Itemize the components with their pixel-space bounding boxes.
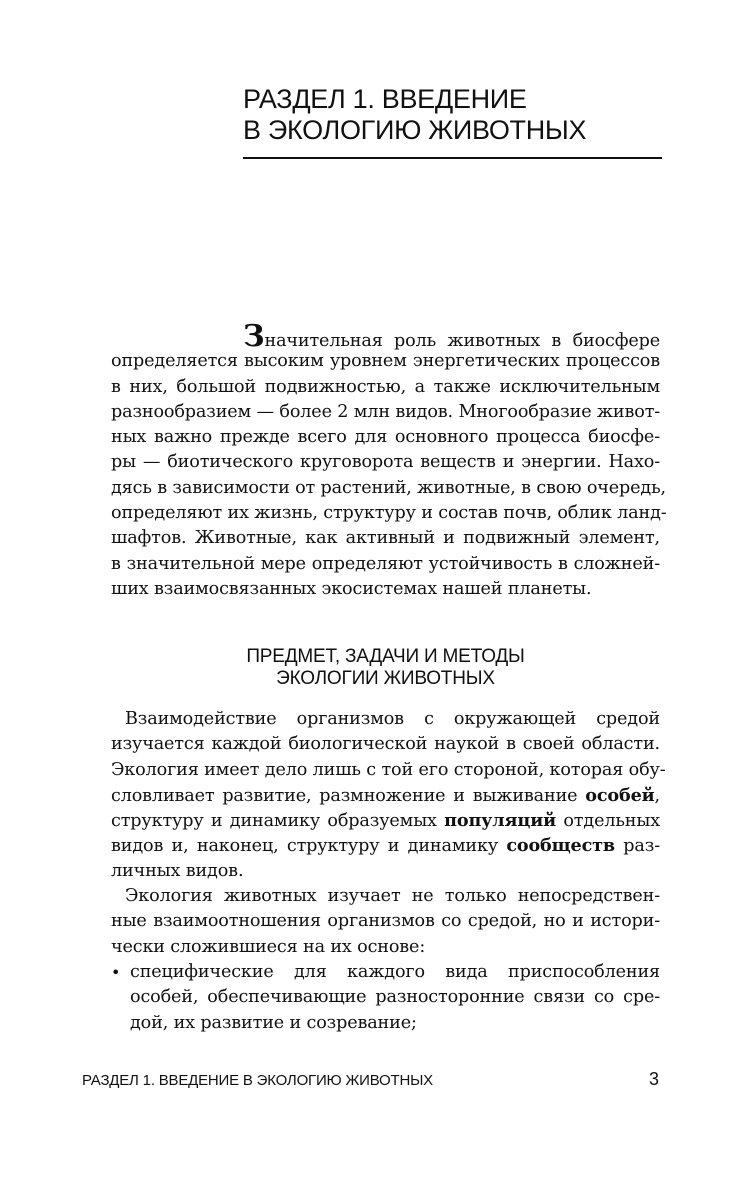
intro-line: шафтов. Животные, как активный и подвижный элемент, [111,528,660,549]
drop-cap: З [243,319,265,354]
intro-line-text: начительная роль животных в биосфере [264,331,660,351]
term-bold: сообществ [506,835,615,857]
term-bold: популяций [444,810,557,832]
intro-line: разнообразием — более 2 млн видов. Многообразие живот- [111,401,661,422]
intro-line: определяют их жизнь, структуру и состав почв, облик ланд- [111,503,667,524]
body-text-span: структуру и динамику образуемых [111,811,445,832]
intro-line: определяется высоким уровнем энергетических процессов [111,351,660,372]
bullet-line: особей, обеспечивающие разносторонние связи со сре- [130,987,660,1008]
body-text-span: раз- [614,836,660,857]
body-line [111,783,660,808]
body-text-span: видов и, наконец, структуру и динамику [111,836,507,857]
page-number: 3 [649,1069,660,1089]
body-line [111,808,660,833]
body-line [111,833,660,858]
bullet-line: дой, их развитие и созревание; [130,1012,417,1033]
intro-line: в них, большой подвижностью, а также исключительным [111,376,660,397]
body-text-span: , [654,785,660,806]
body-text [111,707,666,1036]
intro-line: в значительной мере определяют устойчивость в сложней- [111,553,660,574]
body-line: чески сложившиеся на их основе: [111,936,426,957]
intro-line: ших взаимосвязанных экосистемах нашей планеты. [111,578,592,599]
intro-line: ры — биотического круговорота веществ и энергии. Нахо- [111,452,660,473]
intro-line: дясь в зависимости от растений, животные, в свою очередь, [111,477,666,498]
body-text-span: словливает развитие, размножение и выживание [111,785,586,806]
term-bold: особей [585,784,655,806]
subheading [111,646,660,690]
section-title [243,84,663,146]
bullet-item [111,960,660,1036]
title-rule [243,157,662,159]
body-text-span: отдельных [556,811,660,832]
body-line: Экология животных изучает не только непосредствен- [125,886,660,907]
body-line: личных видов. [111,860,244,881]
running-head: РАЗДЕЛ 1. ВВЕДЕНИЕ В ЭКОЛОГИЮ ЖИВОТНЫХ [82,1072,433,1089]
subheading-line-1: ПРЕДМЕТ, ЗАДАЧИ И МЕТОДЫ [246,646,525,667]
intro-paragraph [111,319,667,602]
body-line: ные взаимоотношения организмов со средой, но и истори- [111,911,660,932]
body-line: Экология имеет дело лишь с той его стороной, которая обу- [111,759,666,780]
bullet-icon: • [111,962,121,982]
section-title-line-2: В ЭКОЛОГИЮ ЖИВОТНЫХ [243,115,587,145]
subheading-line-2: ЭКОЛОГИИ ЖИВОТНЫХ [276,668,495,689]
bullet-line: специфические для каждого вида приспособления [130,961,660,982]
body-line: изучается каждой биологической наукой в своей области. [111,734,660,755]
intro-line: ных важно прежде всего для основного процесса биосфе- [111,427,660,448]
body-line: Взаимодействие организмов с окружающей средой [125,709,660,729]
intro-line [111,319,660,354]
section-title-line-1: РАЗДЕЛ 1. ВВЕДЕНИЕ [243,84,527,114]
